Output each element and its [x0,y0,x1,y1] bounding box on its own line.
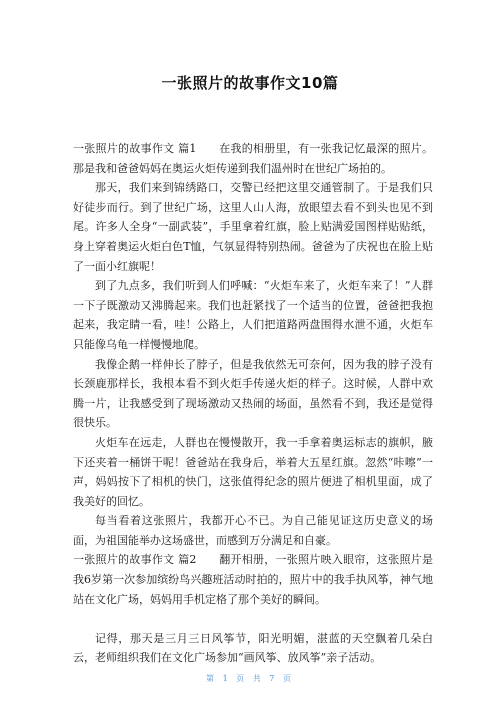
article-body [73,139,433,668]
paragraph-1: 一张照片的故事作文 篇1 在我的相册里，有一张我记忆最深的照片。那是我和爸爸妈妈在奥运火炬传递到我们温州时在世纪广场拍的。 [73,142,433,175]
paragraph-2: 那天，我们来到锦绣路口，交警已经把这里交通管制了。于是我们只好徒步而行。到了世纪广场，这里人山人海，放眼望去看不到头也见不到尾。许多人全身“一副武装”，手里拿着红旗，脸上贴满爱国图样贴贴纸，身上穿着奥运火炬白色T恤，气氛显得特别热闹。爸爸为了庆祝也在脸上贴了一面小红旗呢！ [73,181,433,273]
paragraph-7: 一张照片的故事作文 篇2 翻开相册，一张照片映入眼帘，这张照片是我6岁第一次参加缤纷鸟兴趣班活动时拍的，照片中的我手执风筝，神气地站在文化广场，妈妈用手机定格了那个美好的瞬间。 [73,553,433,606]
paragraph-8: 记得，那天是三月三日风筝节，阳光明媚，湛蓝的天空飘着几朵白云，老师组织我们在文化广场参加“画风筝、放风筝”亲子活动。 [73,631,433,665]
paragraph-5: 火炬车在远走，人群也在慢慢散开，我一手拿着奥运标志的旗帜，腋下还夹着一桶饼干呢！爸爸站在我身后，举着大五星红旗。忽然“咔嚓”一声，妈妈按下了相机的快门，这张值得纪念的照片便进了相机里面，成了我美好的回忆。 [73,435,433,508]
paragraph-4: 我像企鹅一样伸长了脖子，但是我依然无可奈何，因为我的脖子没有长颈鹿那样长，我根本看不到火炬手传递火炬的样子。这时候，人群中欢腾一片，让我感受到了现场激动又热闹的场面，虽然看不到，我还是觉得很快乐。 [73,357,433,430]
paragraph-6: 每当看着这张照片，我都开心不已。为自己能见证这历史意义的场面，为祖国能举办这场盛世，而感到万分满足和自豪。 [73,514,433,547]
paragraph-3: 到了九点多，我们听到人们呼喊：“火炬车来了，火炬车来了！”人群一下子既激动又沸腾起来。我们也赶紧找了一个适当的位置，爸爸把我抱起来，我定睛一看，哇！公路上，人们把道路两盘围得水泄不通，火炬车只能像乌龟一样慢慢地爬。 [73,279,433,351]
document-title: 一张照片的故事作文10篇 [161,74,339,92]
page-number-footer: 第 1 页 共 7 页 [206,674,294,683]
